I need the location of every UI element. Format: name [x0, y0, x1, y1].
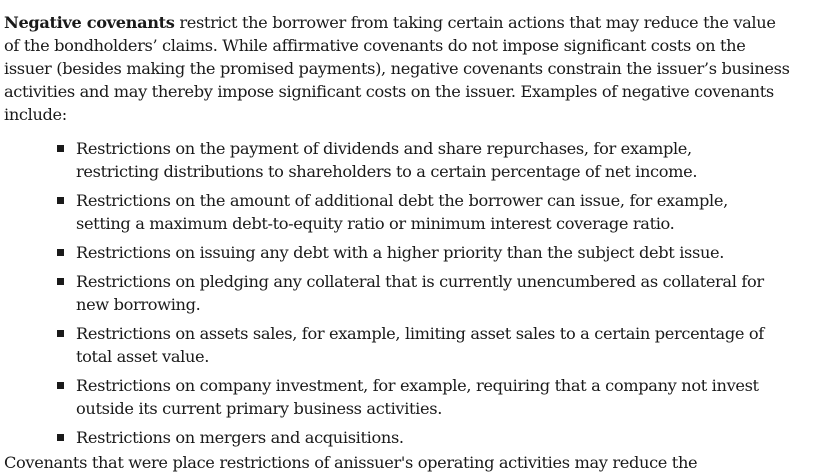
- list-item: [0, 189, 776, 235]
- list-item: [0, 426, 776, 449]
- square-bullet-icon: [57, 278, 64, 285]
- covenant-examples-list: [0, 137, 837, 455]
- cutoff-next-paragraph: Covenants that were place restrictions of anissuer's operating activities may reduce the: [4, 453, 698, 472]
- list-item: [0, 374, 776, 420]
- list-item-text: Restrictions on company investment, for example, requiring that a company not invest outside its current primary business activities.: [76, 376, 759, 418]
- square-bullet-icon: [57, 145, 64, 152]
- negative-covenants-term: Negative covenants: [4, 13, 175, 32]
- list-item-text: Restrictions on mergers and acquisitions.: [76, 428, 404, 447]
- list-item-text: Restrictions on the amount of additional debt the borrower can issue, for example, setting a maximum debt-to-equity ratio or minimum interest coverage ratio.: [76, 191, 728, 233]
- intro-text: restrict the borrower from taking certain actions that may reduce the value of the bondholders’ claims. While affirmative covenants do not impose significant costs on the issuer (besides making the promised payments), negative covenants constrain the issuer’s business activities and may thereby impose significant costs on the issuer. Examples of negative covenants include:: [4, 13, 790, 124]
- list-item-text: Restrictions on assets sales, for example, limiting asset sales to a certain percentage of total asset value.: [76, 324, 764, 366]
- square-bullet-icon: [57, 249, 64, 256]
- list-item: [0, 322, 776, 368]
- list-item-text: Restrictions on issuing any debt with a higher priority than the subject debt issue.: [76, 243, 725, 262]
- list-item-text: Restrictions on pledging any collateral that is currently unencumbered as collateral for new borrowing.: [76, 272, 764, 314]
- square-bullet-icon: [57, 434, 64, 441]
- square-bullet-icon: [57, 382, 64, 389]
- square-bullet-icon: [57, 330, 64, 337]
- list-item: [0, 270, 776, 316]
- list-item-text: Restrictions on the payment of dividends and share repurchases, for example, restricting distributions to shareholders to a certain percentage of net income.: [76, 139, 698, 181]
- square-bullet-icon: [57, 197, 64, 204]
- list-item: [0, 137, 776, 183]
- list-item: [0, 241, 776, 264]
- intro-paragraph: [4, 11, 794, 126]
